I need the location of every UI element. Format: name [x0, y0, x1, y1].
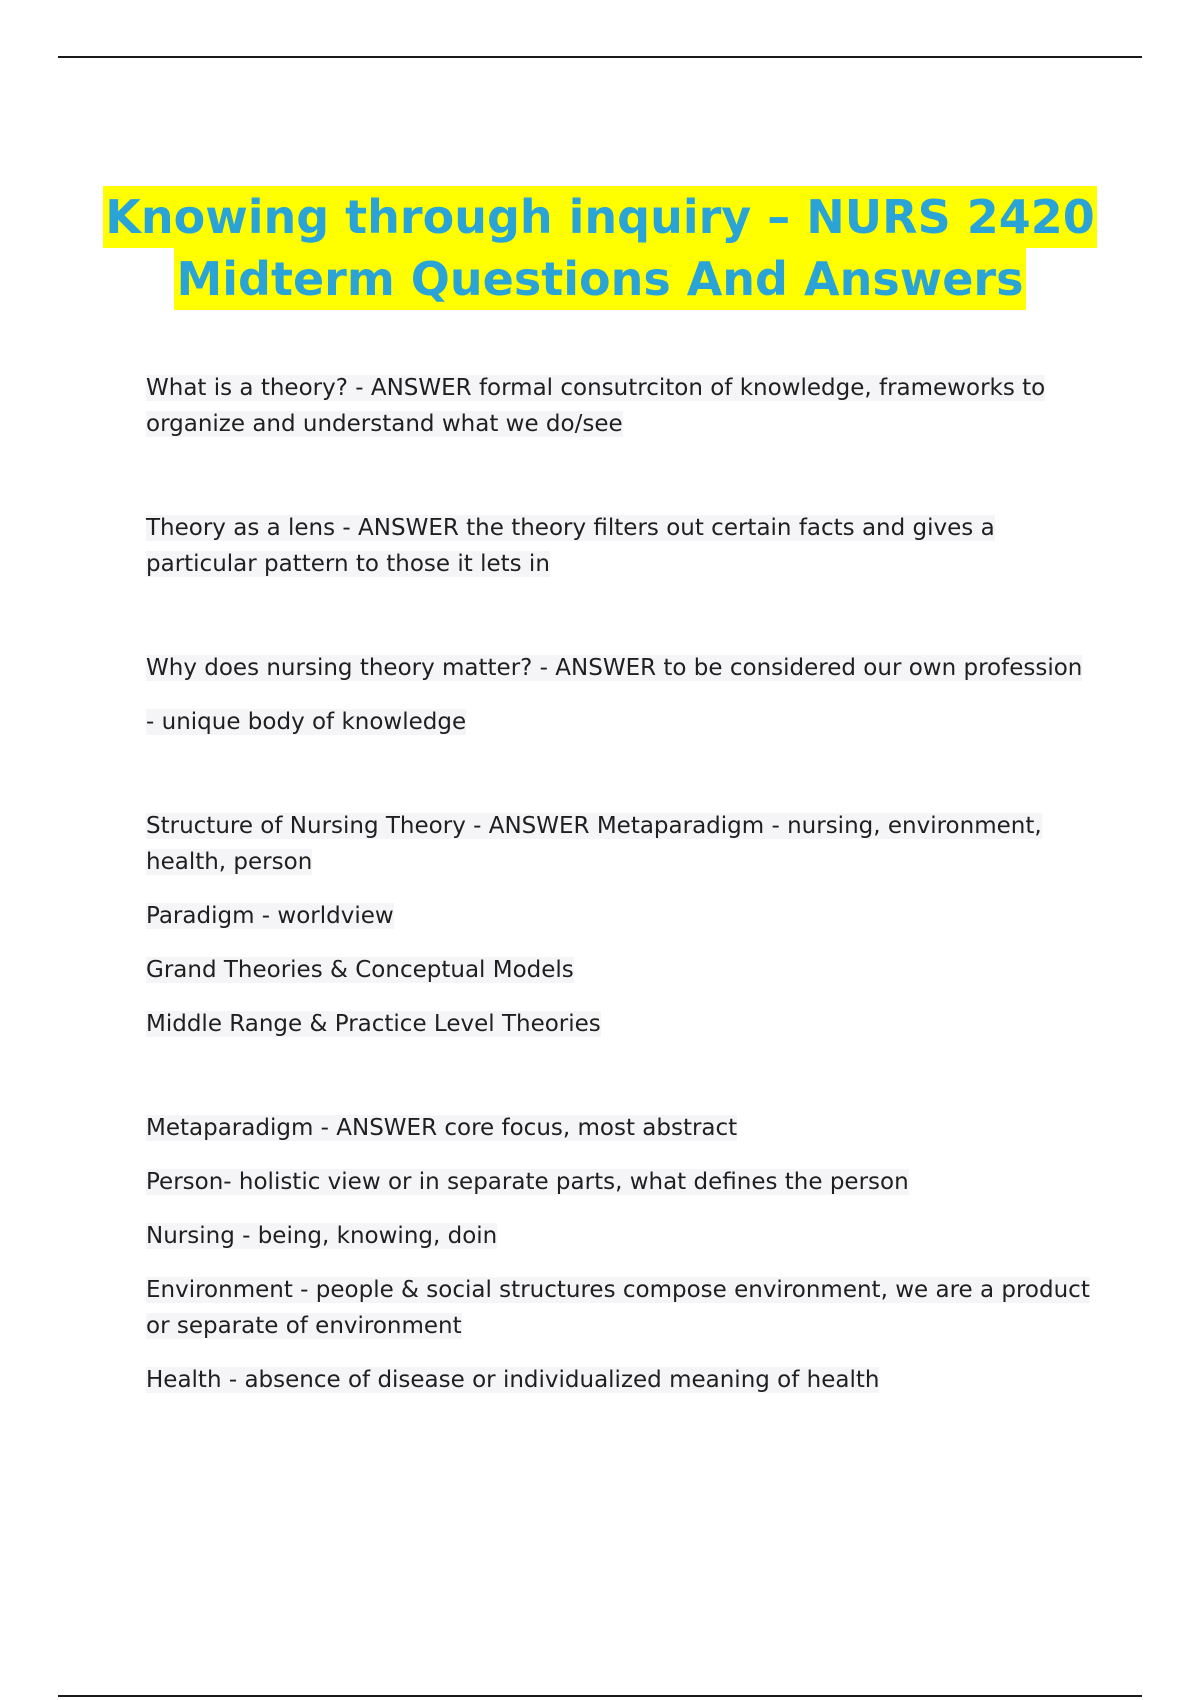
- answer-detail: [146, 704, 1096, 740]
- paragraph-text: Structure of Nursing Theory - ANSWER Metaparadigm - nursing, environment, health, person: [146, 813, 1042, 875]
- paragraph-text: Theory as a lens - ANSWER the theory filters out certain facts and gives a particular pattern to those it lets in: [146, 515, 995, 577]
- paragraph-text: Middle Range & Practice Level Theories: [146, 1011, 601, 1037]
- paragraph-text: Environment - people & social structures compose environment, we are a product or separate of environment: [146, 1277, 1090, 1339]
- qa-what-is-theory: [146, 370, 1096, 442]
- top-rule: [58, 56, 1142, 58]
- paragraph-text: Metaparadigm - ANSWER core focus, most abstract: [146, 1115, 738, 1141]
- answer-detail: [146, 1362, 1096, 1398]
- answer-detail: [146, 1006, 1096, 1042]
- qa-metaparadigm: [146, 1110, 1096, 1146]
- answer-detail: [146, 1272, 1096, 1344]
- paragraph-text: Person- holistic view or in separate parts, what defines the person: [146, 1169, 909, 1195]
- title-line-2: Midterm Questions And Answers: [174, 248, 1025, 310]
- bottom-rule: [58, 1695, 1142, 1697]
- qa-theory-as-lens: [146, 510, 1096, 582]
- answer-detail: [146, 898, 1096, 934]
- paragraph-text: What is a theory? - ANSWER formal consutrciton of knowledge, frameworks to organize and understand what we do/see: [146, 375, 1046, 437]
- document-body: [146, 370, 1096, 1398]
- paragraph-text: Why does nursing theory matter? - ANSWER to be considered our own profession: [146, 655, 1083, 681]
- answer-detail: [146, 952, 1096, 988]
- qa-why-theory-matters: [146, 650, 1096, 686]
- answer-detail: [146, 1218, 1096, 1254]
- document-title: [0, 186, 1200, 310]
- qa-structure-of-theory: [146, 808, 1096, 880]
- answer-detail: [146, 1164, 1096, 1200]
- paragraph-text: Paradigm - worldview: [146, 903, 394, 929]
- paragraph-text: - unique body of knowledge: [146, 709, 467, 735]
- title-line-1: Knowing through inquiry – NURS 2420: [103, 186, 1097, 248]
- paragraph-text: Nursing - being, knowing, doin: [146, 1223, 498, 1249]
- paragraph-text: Grand Theories & Conceptual Models: [146, 957, 574, 983]
- paragraph-text: Health - absence of disease or individualized meaning of health: [146, 1367, 880, 1393]
